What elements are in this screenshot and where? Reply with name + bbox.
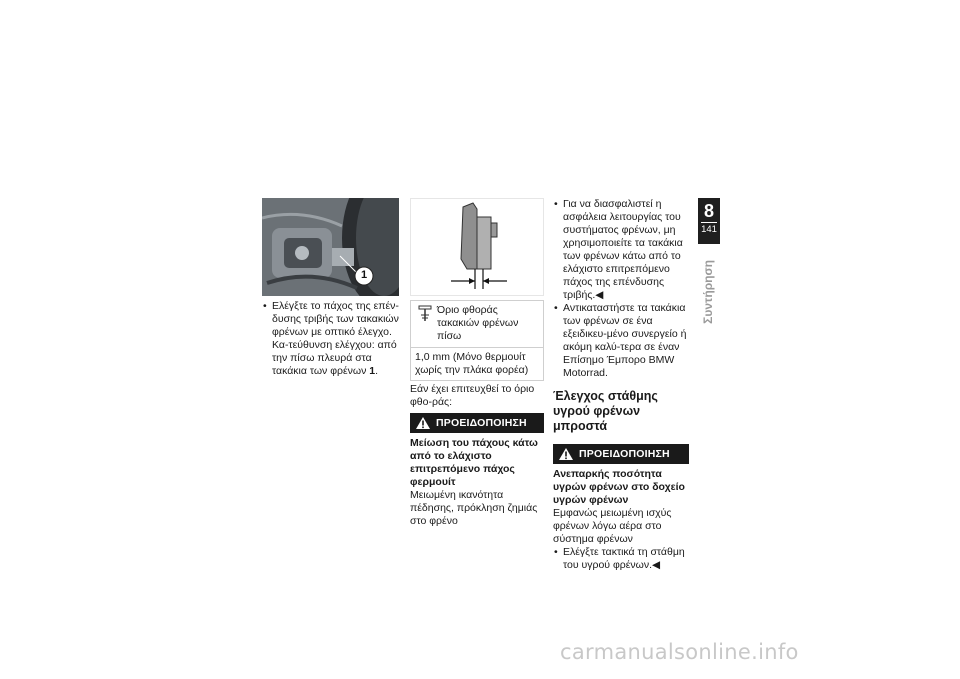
list-item: • Για να διασφαλιστεί η ασφάλεια λειτουργίας του συστήματος φρένων, μη χρησιμοποιείτε τα τακάκια των φρένων κάτω από το ελάχιστο επιτρεπόμενο πάχος της επένδυσης τριβής.◀ [553, 198, 689, 302]
bullet-end: . [375, 365, 379, 377]
warning-title: Ανεπαρκής ποσότητα υγρών φρένων στο δοχείο υγρών φρένων [553, 468, 685, 506]
spec-header [411, 301, 543, 348]
warning-triangle-icon [416, 417, 430, 429]
warning-label: ΠΡΟΕΙΔΟΠΟΙΗΣΗ [436, 416, 527, 429]
wrench-spec-icon [417, 305, 433, 323]
bullet-ref-number: 1 [369, 365, 376, 377]
list-item: • Ελέγξτε τακτικά τη στάθμη του υγρού φρένων.◀ [553, 546, 689, 572]
section-title: Έλεγχος στάθμης υγρού φρένων μπροστά [553, 389, 658, 433]
warning-text: Εμφανώς μειωμένη ισχύς φρένων λόγω αέρα στο σύστημα φρένων [553, 507, 672, 545]
after-spec-text: Εάν έχει επιτευχθεί το όριο φθο-ράς: [410, 383, 535, 408]
bullet-text: Ελέγξτε το πάχος της επέν-δυσης τριβής των τακακιών φρένων με οπτικό έλεγχο. Κα-τεύθυνση ελέγχου: από την πίσω πλευρά στα τακάκια των φρένων [272, 300, 399, 377]
warning-bar [553, 444, 689, 464]
list-item: • Αντικαταστήστε τα τακάκια των φρένων σε ένα εξειδικευ-μένο συνεργείο ή ακόμη καλύ-τερα σε έναν Επίσημο Έμπορο BMW Motorrad. [553, 302, 689, 380]
brake-caliper-photo [262, 198, 399, 296]
watermark: carmanualsonline.info [560, 640, 799, 664]
col1-bullet-list [262, 300, 399, 378]
warning-label: ΠΡΟΕΙΔΟΠΟΙΗΣΗ [579, 447, 670, 460]
spec-label: Όριο φθοράς τακακιών φρένων πίσω [437, 304, 519, 342]
column-1 [262, 198, 399, 378]
list-item [262, 300, 399, 378]
spec-value: 1,0 mm (Μόνο θερμουίτ χωρίς την πλάκα φορέα) [415, 351, 529, 376]
warning-triangle-icon [559, 448, 573, 460]
page-number: 141 [701, 224, 717, 235]
warning-text: Μειωμένη ικανότητα πέδησης, πρόκληση ζημιάς στο φρένο [410, 489, 538, 527]
brake-caliper-photo-art [262, 198, 399, 296]
col3-bullet-list [553, 198, 689, 380]
column-3 [553, 198, 689, 572]
warning-title: Μείωση του πάχους κάτω από το ελάχιστο επιτρεπόμενο πάχος φερμουίτ [410, 437, 538, 488]
spec-box [410, 300, 544, 381]
chapter-tab [698, 198, 720, 244]
brake-pad-diagram-art [411, 199, 543, 295]
warning-bar [410, 413, 544, 433]
photo-callout-number: 1 [360, 269, 368, 281]
col3-bullet-list-2 [553, 546, 689, 572]
chapter-number: 8 [703, 201, 714, 221]
column-2 [410, 198, 544, 528]
brake-pad-diagram [410, 198, 544, 296]
chapter-label: Συντήρηση [701, 260, 715, 324]
